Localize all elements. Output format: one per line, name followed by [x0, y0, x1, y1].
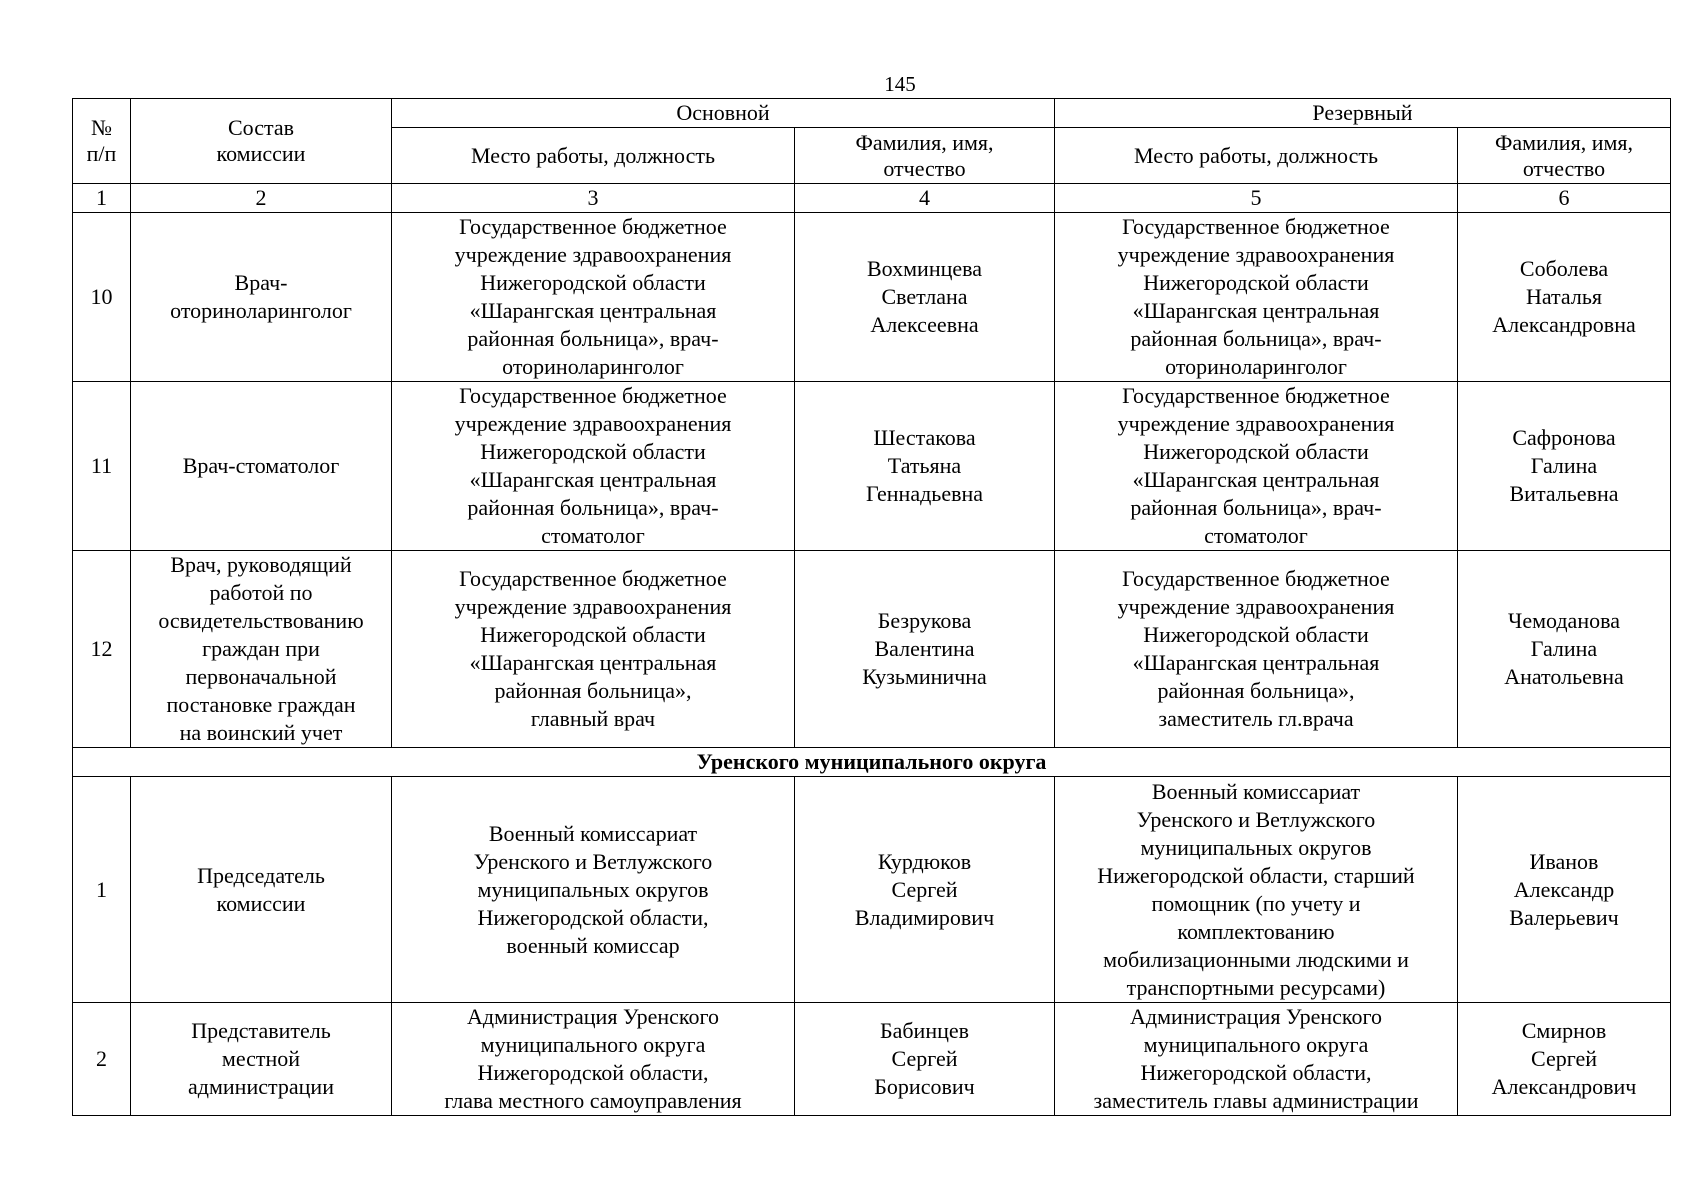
- primary-name-cell: Вохминцева Светлана Алексеевна: [795, 213, 1055, 382]
- header-primary-workplace: Место работы, должность: [392, 128, 795, 184]
- primary-workplace-cell: Государственное бюджетное учреждение здравоохранения Нижегородской области «Шарангская центральная районная больница», врач- оториноларинголог: [392, 213, 795, 382]
- role-cell: Председатель комиссии: [131, 777, 392, 1003]
- primary-workplace-cell: Государственное бюджетное учреждение здравоохранения Нижегородской области «Шарангская центральная районная больница», врач- стоматолог: [392, 382, 795, 551]
- reserve-name-cell: Чемоданова Галина Анатольевна: [1458, 551, 1671, 748]
- section-row: [73, 748, 1671, 777]
- section-title: Уренского муниципального округа: [73, 748, 1671, 777]
- reserve-name-cell: Смирнов Сергей Александрович: [1458, 1003, 1671, 1116]
- header-reserve-group: Резервный: [1055, 99, 1671, 128]
- column-number: 6: [1458, 184, 1671, 213]
- reserve-name-cell: Соболева Наталья Александровна: [1458, 213, 1671, 382]
- column-number-row: [73, 184, 1671, 213]
- header-num-cell: № п/п: [73, 99, 131, 184]
- column-number: 3: [392, 184, 795, 213]
- primary-name-cell: Курдюков Сергей Владимирович: [795, 777, 1055, 1003]
- column-number: 1: [73, 184, 131, 213]
- row-number: 12: [73, 551, 131, 748]
- header-group-row: [73, 99, 1671, 128]
- header-reserve-workplace: Место работы, должность: [1055, 128, 1458, 184]
- header-composition-cell: Состав комиссии: [131, 99, 392, 184]
- column-number: 5: [1055, 184, 1458, 213]
- role-cell: Врач, руководящий работой по освидетельствованию граждан при первоначальной постановке граждан на воинский учет: [131, 551, 392, 748]
- column-number: 4: [795, 184, 1055, 213]
- primary-workplace-cell: Государственное бюджетное учреждение здравоохранения Нижегородской области «Шарангская центральная районная больница», главный врач: [392, 551, 795, 748]
- table-row: [73, 382, 1671, 551]
- reserve-name-cell: Сафронова Галина Витальевна: [1458, 382, 1671, 551]
- table-row: [73, 777, 1671, 1003]
- column-number: 2: [131, 184, 392, 213]
- header-primary-group: Основной: [392, 99, 1055, 128]
- reserve-workplace-cell: Военный комиссариат Уренского и Ветлужского муниципальных округов Нижегородской области, старший помощник (по учету и комплектованию мобилизационными людскими и транспортными ресурсами): [1055, 777, 1458, 1003]
- header-reserve-name: Фамилия, имя, отчество: [1458, 128, 1671, 184]
- reserve-workplace-cell: Государственное бюджетное учреждение здравоохранения Нижегородской области «Шарангская центральная районная больница», врач- оториноларинголог: [1055, 213, 1458, 382]
- table-row: [73, 213, 1671, 382]
- row-number: 1: [73, 777, 131, 1003]
- primary-workplace-cell: Военный комиссариат Уренского и Ветлужского муниципальных округов Нижегородской области, военный комиссар: [392, 777, 795, 1003]
- header-primary-name: Фамилия, имя, отчество: [795, 128, 1055, 184]
- row-number: 2: [73, 1003, 131, 1116]
- table-row: [73, 1003, 1671, 1116]
- primary-workplace-cell: Администрация Уренского муниципального округа Нижегородской области, глава местного самоуправления: [392, 1003, 795, 1116]
- page-number: 145: [884, 72, 916, 96]
- primary-name-cell: Шестакова Татьяна Геннадьевна: [795, 382, 1055, 551]
- role-cell: Врач-стоматолог: [131, 382, 392, 551]
- reserve-name-cell: Иванов Александр Валерьевич: [1458, 777, 1671, 1003]
- reserve-workplace-cell: Государственное бюджетное учреждение здравоохранения Нижегородской области «Шарангская центральная районная больница», врач- стоматолог: [1055, 382, 1458, 551]
- primary-name-cell: Безрукова Валентина Кузьминична: [795, 551, 1055, 748]
- reserve-workplace-cell: Государственное бюджетное учреждение здравоохранения Нижегородской области «Шарангская центральная районная больница», заместитель гл.врача: [1055, 551, 1458, 748]
- primary-name-cell: Бабинцев Сергей Борисович: [795, 1003, 1055, 1116]
- role-cell: Врач- оториноларинголог: [131, 213, 392, 382]
- table-row: [73, 551, 1671, 748]
- row-number: 11: [73, 382, 131, 551]
- row-number: 10: [73, 213, 131, 382]
- role-cell: Представитель местной администрации: [131, 1003, 392, 1116]
- commission-table: [72, 98, 1671, 1116]
- reserve-workplace-cell: Администрация Уренского муниципального округа Нижегородской области, заместитель главы администрации: [1055, 1003, 1458, 1116]
